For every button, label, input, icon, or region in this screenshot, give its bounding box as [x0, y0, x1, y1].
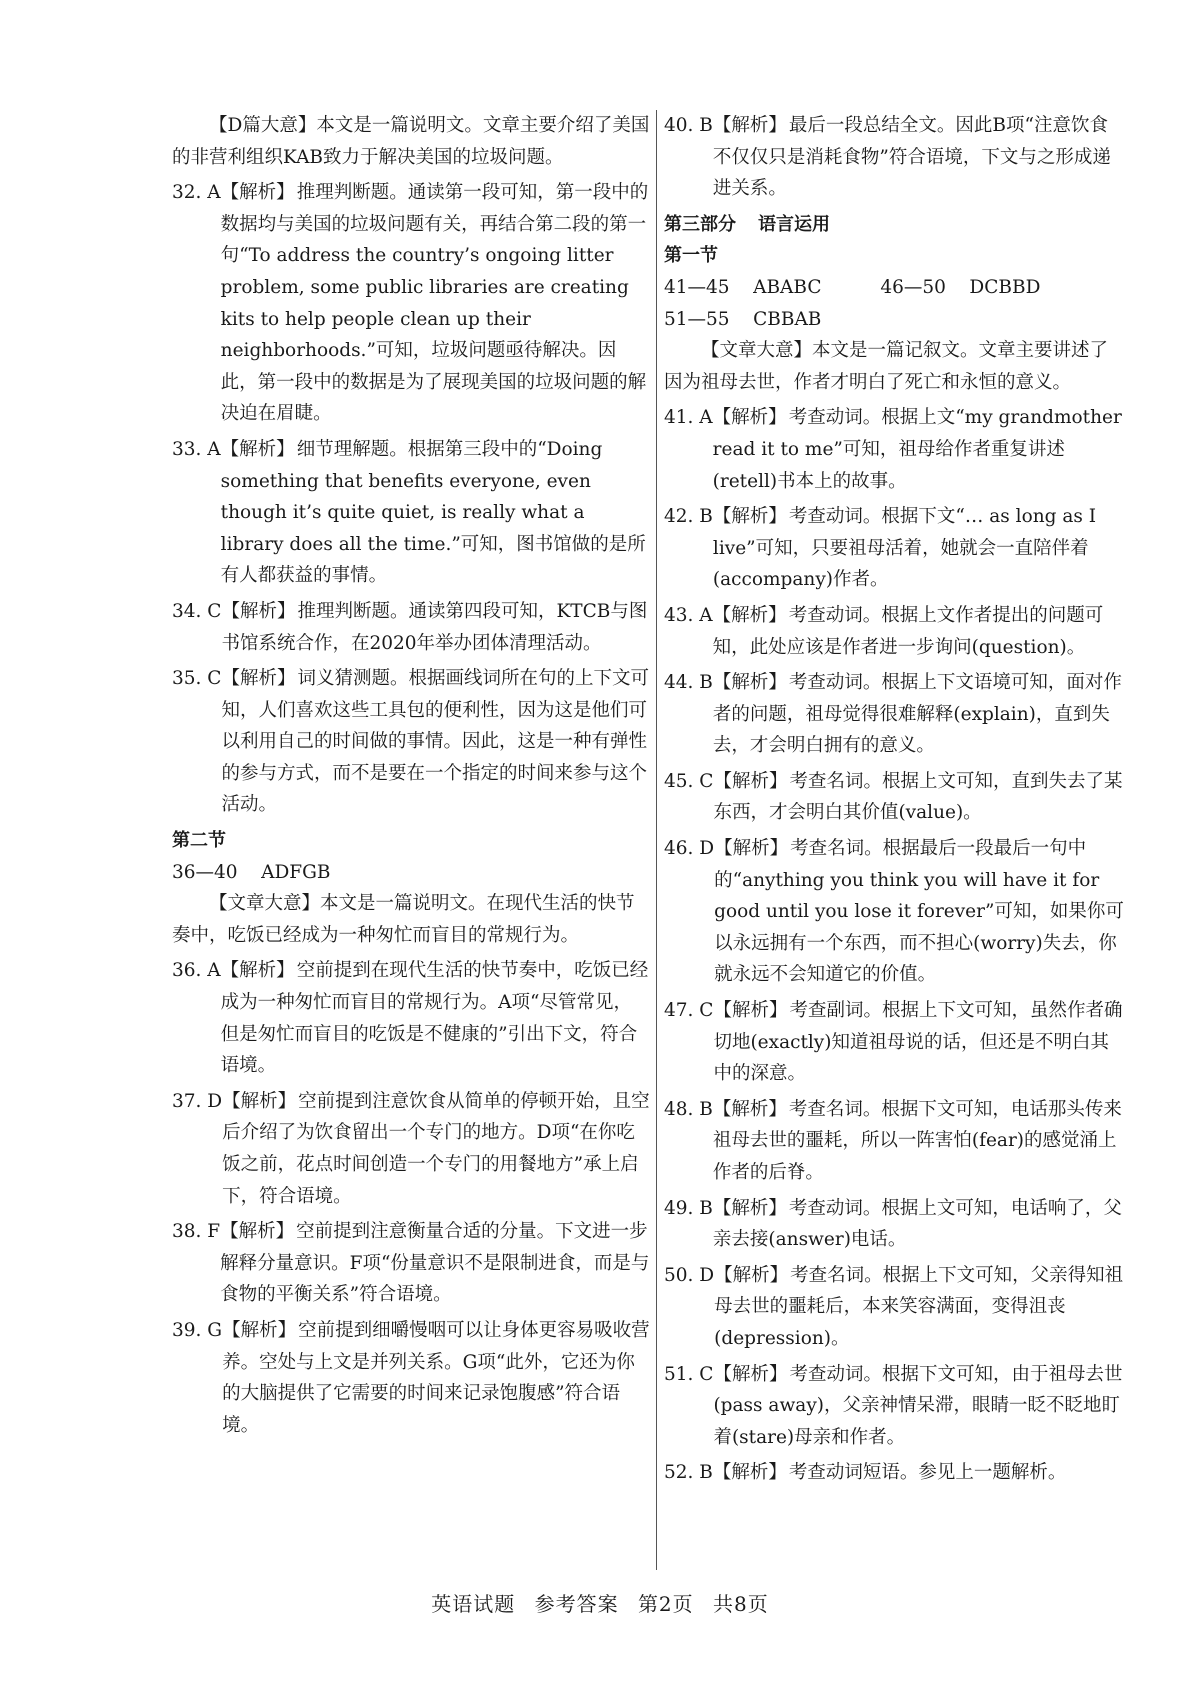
answer-body [220, 1216, 650, 1311]
section-1-heading: 第一节 [664, 245, 718, 267]
answer-number: 48. B [664, 1098, 713, 1120]
answer-body [713, 766, 1126, 829]
left-column [172, 110, 650, 1445]
footer-total: 共8页 [713, 1592, 769, 1616]
analysis-text: 考查动词。根据上文作者提出的问题可知，此处应该是作者进一步询问(question)。 [712, 604, 1104, 658]
answer-number: 34. C [172, 600, 222, 622]
answer-body [713, 1094, 1126, 1189]
answer-number: 49. B [664, 1197, 713, 1219]
answer-body [714, 1260, 1126, 1355]
answer-item [664, 833, 1126, 991]
part-3-title: 语言运用 [758, 213, 830, 235]
answer-list [172, 955, 650, 1441]
answer-list [172, 177, 650, 821]
answer-body [713, 110, 1126, 205]
answer-body [713, 995, 1126, 1090]
answer-body [713, 1193, 1126, 1256]
analysis-tag: 【解析】 [220, 1221, 295, 1243]
answer-item [172, 1315, 650, 1441]
analysis-text: 考查名词。根据最后一段最后一句中的“anything you think you will have it for good until you lose it forever”可知，如果你可以永远拥有一个东西，而不担心(worry)失去，你就永远不会知道它的价值。 [714, 838, 1124, 986]
article-summary-2: 【文章大意】本文是一篇说明文。在现代生活的快节奏中，吃饭已经成为一种匆忙而盲目的常规行为。 [172, 893, 635, 946]
answer-item [664, 1260, 1126, 1355]
answer-number: 41. A [664, 407, 713, 429]
analysis-text: 考查名词。根据上文可知，直到失去了某东西，才会明白其价值(value)。 [713, 770, 1123, 824]
analysis-tag: 【解析】 [713, 1000, 788, 1022]
answer-item-40 [664, 110, 1126, 205]
answer-number: 36. A [172, 960, 221, 982]
passage-d-summary: 【D篇大意】本文是一篇说明文。文章主要介绍了美国的非营利组织KAB致力于解决美国的垃圾问题。 [172, 115, 650, 168]
answer-number: 44. B [664, 672, 713, 694]
answer-item [172, 596, 650, 659]
right-column [664, 110, 1126, 1493]
analysis-text: 推理判断题。通读第一段可知，第一段中的数据均与美国的垃圾问题有关，再结合第二段的第一句“To address the country’s ongoing litter problem, some public libraries are creating kits to help people clean up their neighborhoods.”可知，垃圾问题亟待解决。因此，第一段中的数据是为了展现美国的垃圾问题的解决迫在眉睫。 [220, 182, 649, 425]
answer-number: 50. D [664, 1264, 715, 1286]
page-footer [0, 1588, 1200, 1617]
answer-body [222, 1086, 650, 1212]
answer-body [713, 1457, 1126, 1489]
analysis-tag: 【解析】 [712, 1462, 787, 1484]
answers-36-40: 36—40 ADFGB [172, 861, 331, 883]
answer-number: 52. B [664, 1462, 713, 1484]
answer-number: 40. B [664, 115, 713, 136]
analysis-text: 考查动词。根据下文“… as long as I live”可知，只要祖母活着，她就会一直陪伴着(accompany)作者。 [712, 506, 1097, 591]
article-summary-3: 【文章大意】本文是一篇记叙文。文章主要讲述了因为祖母去世，作者才明白了死亡和永恒的意义。 [664, 340, 1109, 393]
analysis-tag: 【解析】 [221, 668, 296, 690]
answer-number: 51. C [664, 1363, 714, 1385]
analysis-text: 考查名词。根据下文可知，电话那头传来祖母去世的噩耗，所以一阵害怕(fear)的感觉涌上作者的后脊。 [712, 1098, 1122, 1183]
answer-item [664, 402, 1126, 497]
answer-body [713, 501, 1126, 596]
answer-item [664, 1193, 1126, 1256]
analysis-text: 考查动词。根据下文可知，由于祖母去世(pass away)，父亲神情呆滞，眼睛一眨不眨地盯着(stare)母亲和作者。 [713, 1363, 1123, 1448]
analysis-tag: 【解析】 [220, 438, 295, 460]
analysis-tag: 【解析】 [712, 115, 787, 136]
analysis-tag: 【解析】 [222, 1090, 297, 1112]
footer-subject: 英语试题 [431, 1592, 516, 1616]
analysis-tag: 【解析】 [222, 1319, 297, 1341]
answer-number: 43. A [664, 604, 713, 626]
answer-item [664, 1457, 1126, 1489]
analysis-tag: 【解析】 [221, 600, 296, 622]
analysis-tag: 【解析】 [712, 1098, 787, 1120]
section-2-heading: 第二节 [172, 830, 226, 852]
analysis-tag: 【解析】 [712, 506, 787, 528]
answer-body [713, 600, 1126, 663]
analysis-text: 考查动词。根据上下文语境可知，面对作者的问题，祖母觉得很难解释(explain)，直到失去，才会明白拥有的意义。 [712, 672, 1122, 757]
answer-body [221, 177, 650, 430]
answer-body [221, 596, 650, 659]
analysis-text: 细节理解题。根据第三段中的“Doing something that benefits everyone, even though it’s quite quiet, is really what a library does all the time.”可知，图书馆做的是所有人都获益的事情。 [220, 438, 646, 587]
answer-item [664, 667, 1126, 762]
answer-item [172, 434, 650, 592]
part-3-label: 第三部分 [664, 213, 736, 235]
answer-body [713, 1359, 1126, 1454]
answer-body [222, 1315, 650, 1441]
analysis-text: 推理判断题。通读第四段可知，KTCB与图书馆系统合作，在2020年举办团体清理活动。 [221, 600, 648, 654]
analysis-text: 空前提到注意饮食从简单的停顿开始，且空后介绍了为饮食留出一个专门的地方。D项“在你吃饭之前，花点时间创造一个专门的用餐地方”承上启下，符合语境。 [222, 1090, 650, 1207]
answer-item [664, 995, 1126, 1090]
answer-item [172, 177, 650, 430]
answer-body [221, 434, 650, 592]
answer-item [664, 766, 1126, 829]
answer-number: 39. G [172, 1319, 223, 1341]
analysis-text: 考查动词。根据上文可知，电话响了，父亲去接(answer)电话。 [712, 1197, 1122, 1251]
answer-item [664, 501, 1126, 596]
answer-number: 47. C [664, 1000, 714, 1022]
answer-list [664, 402, 1126, 1489]
analysis-text: 考查副词。根据上下文可知，虽然作者确切地(exactly)知道祖母说的话，但还是不明白其中的深意。 [713, 1000, 1123, 1085]
analysis-tag: 【解析】 [713, 1363, 788, 1385]
analysis-text: 考查名词。根据上下文可知，父亲得知祖母去世的噩耗后，本来笑容满面，变得沮丧(depression)。 [714, 1264, 1124, 1349]
analysis-tag: 【解析】 [713, 770, 788, 792]
answer-body [713, 402, 1126, 497]
answers-41-50: 41—45 ABABC 46—50 DCBBD [664, 276, 1041, 298]
analysis-text: 考查动词。根据上文“my grandmother read it to me”可知，祖母给作者重复讲述(retell)书本上的故事。 [712, 407, 1122, 492]
footer-answer-label: 参考答案 [534, 1592, 619, 1616]
answer-number: 35. C [172, 668, 222, 690]
analysis-tag: 【解析】 [712, 604, 787, 626]
answer-body [713, 667, 1126, 762]
analysis-tag: 【解析】 [712, 1197, 787, 1219]
analysis-text: 考查动词短语。参见上一题解析。 [788, 1462, 1067, 1484]
answer-body [714, 833, 1126, 991]
analysis-tag: 【解析】 [714, 1264, 789, 1286]
analysis-text: 空前提到注意衡量合适的分量。下文进一步解释分量意识。F项“份量意识不是限制进食，而是与食物的平衡关系”符合语境。 [220, 1221, 650, 1306]
answer-number: 45. C [664, 770, 714, 792]
answer-number: 33. A [172, 438, 221, 460]
answer-item [664, 1359, 1126, 1454]
answer-item [664, 1094, 1126, 1189]
analysis-tag: 【解析】 [712, 407, 787, 429]
analysis-text: 空前提到在现代生活的快节奏中，吃饭已经成为一种匆忙而盲目的常规行为。A项“尽管常见，但是匆忙而盲目的吃饭是不健康的”引出下文，符合语境。 [220, 960, 649, 1077]
analysis-text: 词义猜测题。根据画线词所在句的上下文可知，人们喜欢这些工具包的便利性，因为这是他们可以利用自己的时间做的事情。因此，这是一种有弹性的参与方式，而不是要在一个指定的时间来参与这个活动。 [221, 668, 649, 816]
analysis-text: 空前提到细嚼慢咽可以让身体更容易吸收营养。空处与上文是并列关系。G项“此外，它还为你的大脑提供了它需要的时间来记录饱腹感”符合语境。 [222, 1319, 650, 1436]
answer-number: 46. D [664, 838, 715, 860]
part-3-heading [664, 209, 1126, 241]
answer-number: 42. B [664, 506, 713, 528]
analysis-tag: 【解析】 [714, 838, 789, 860]
answer-body [221, 663, 650, 821]
column-divider [656, 110, 657, 1570]
answers-51-55: 51—55 CBBAB [664, 308, 822, 330]
answer-number: 32. A [172, 182, 221, 204]
answer-number: 38. F [172, 1221, 221, 1243]
answer-item [172, 1216, 650, 1311]
answer-item [664, 600, 1126, 663]
analysis-tag: 【解析】 [220, 960, 295, 982]
answer-item [172, 663, 650, 821]
answer-body [221, 955, 650, 1081]
answer-item [172, 955, 650, 1081]
footer-page: 第2页 [637, 1592, 694, 1616]
answer-item [172, 1086, 650, 1212]
analysis-tag: 【解析】 [220, 182, 295, 204]
analysis-tag: 【解析】 [712, 672, 787, 694]
analysis-text: 最后一段总结全文。因此B项“注意饮食不仅仅只是消耗食物”符合语境，下文与之形成递进关系。 [712, 115, 1111, 200]
answer-number: 37. D [172, 1090, 223, 1112]
